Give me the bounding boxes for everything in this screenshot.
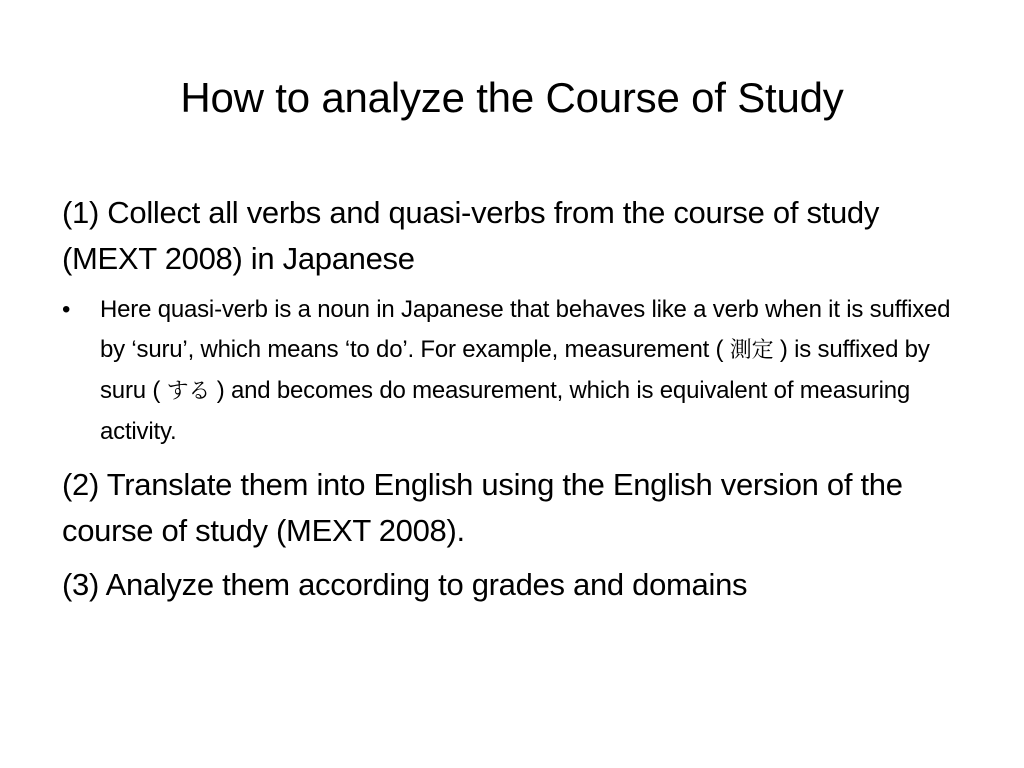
bullet-item: [62, 290, 962, 452]
bullet-text-part1: Here quasi-verb is a noun in Japanese that behaves like a verb when it is suffixed by ‘suru’, which means ‘to do’. For example, measurement (: [100, 296, 951, 363]
japanese-suru: する: [166, 379, 211, 404]
slide-title: How to analyze the Course of Study: [180, 74, 844, 121]
bullet-text-part2: ) is suffixed by suru (: [100, 336, 930, 404]
step-2-text: (2) Translate them into English using the English version of the course of study (MEXT 2008).: [62, 467, 903, 548]
japanese-sokutei: 測定: [729, 338, 774, 363]
step-1-text: (1) Collect all verbs and quasi-verbs from the course of study (MEXT 2008) in Japanese: [62, 195, 880, 276]
step-3-text: (3) Analyze them according to grades and domains: [62, 567, 748, 602]
bullet-dot-icon: •: [62, 296, 71, 323]
slide-body: [62, 190, 962, 616]
bullet-text: [100, 290, 962, 452]
bullet-text-part3: ) and becomes do measurement, which is equivalent of measuring activity.: [100, 377, 911, 445]
